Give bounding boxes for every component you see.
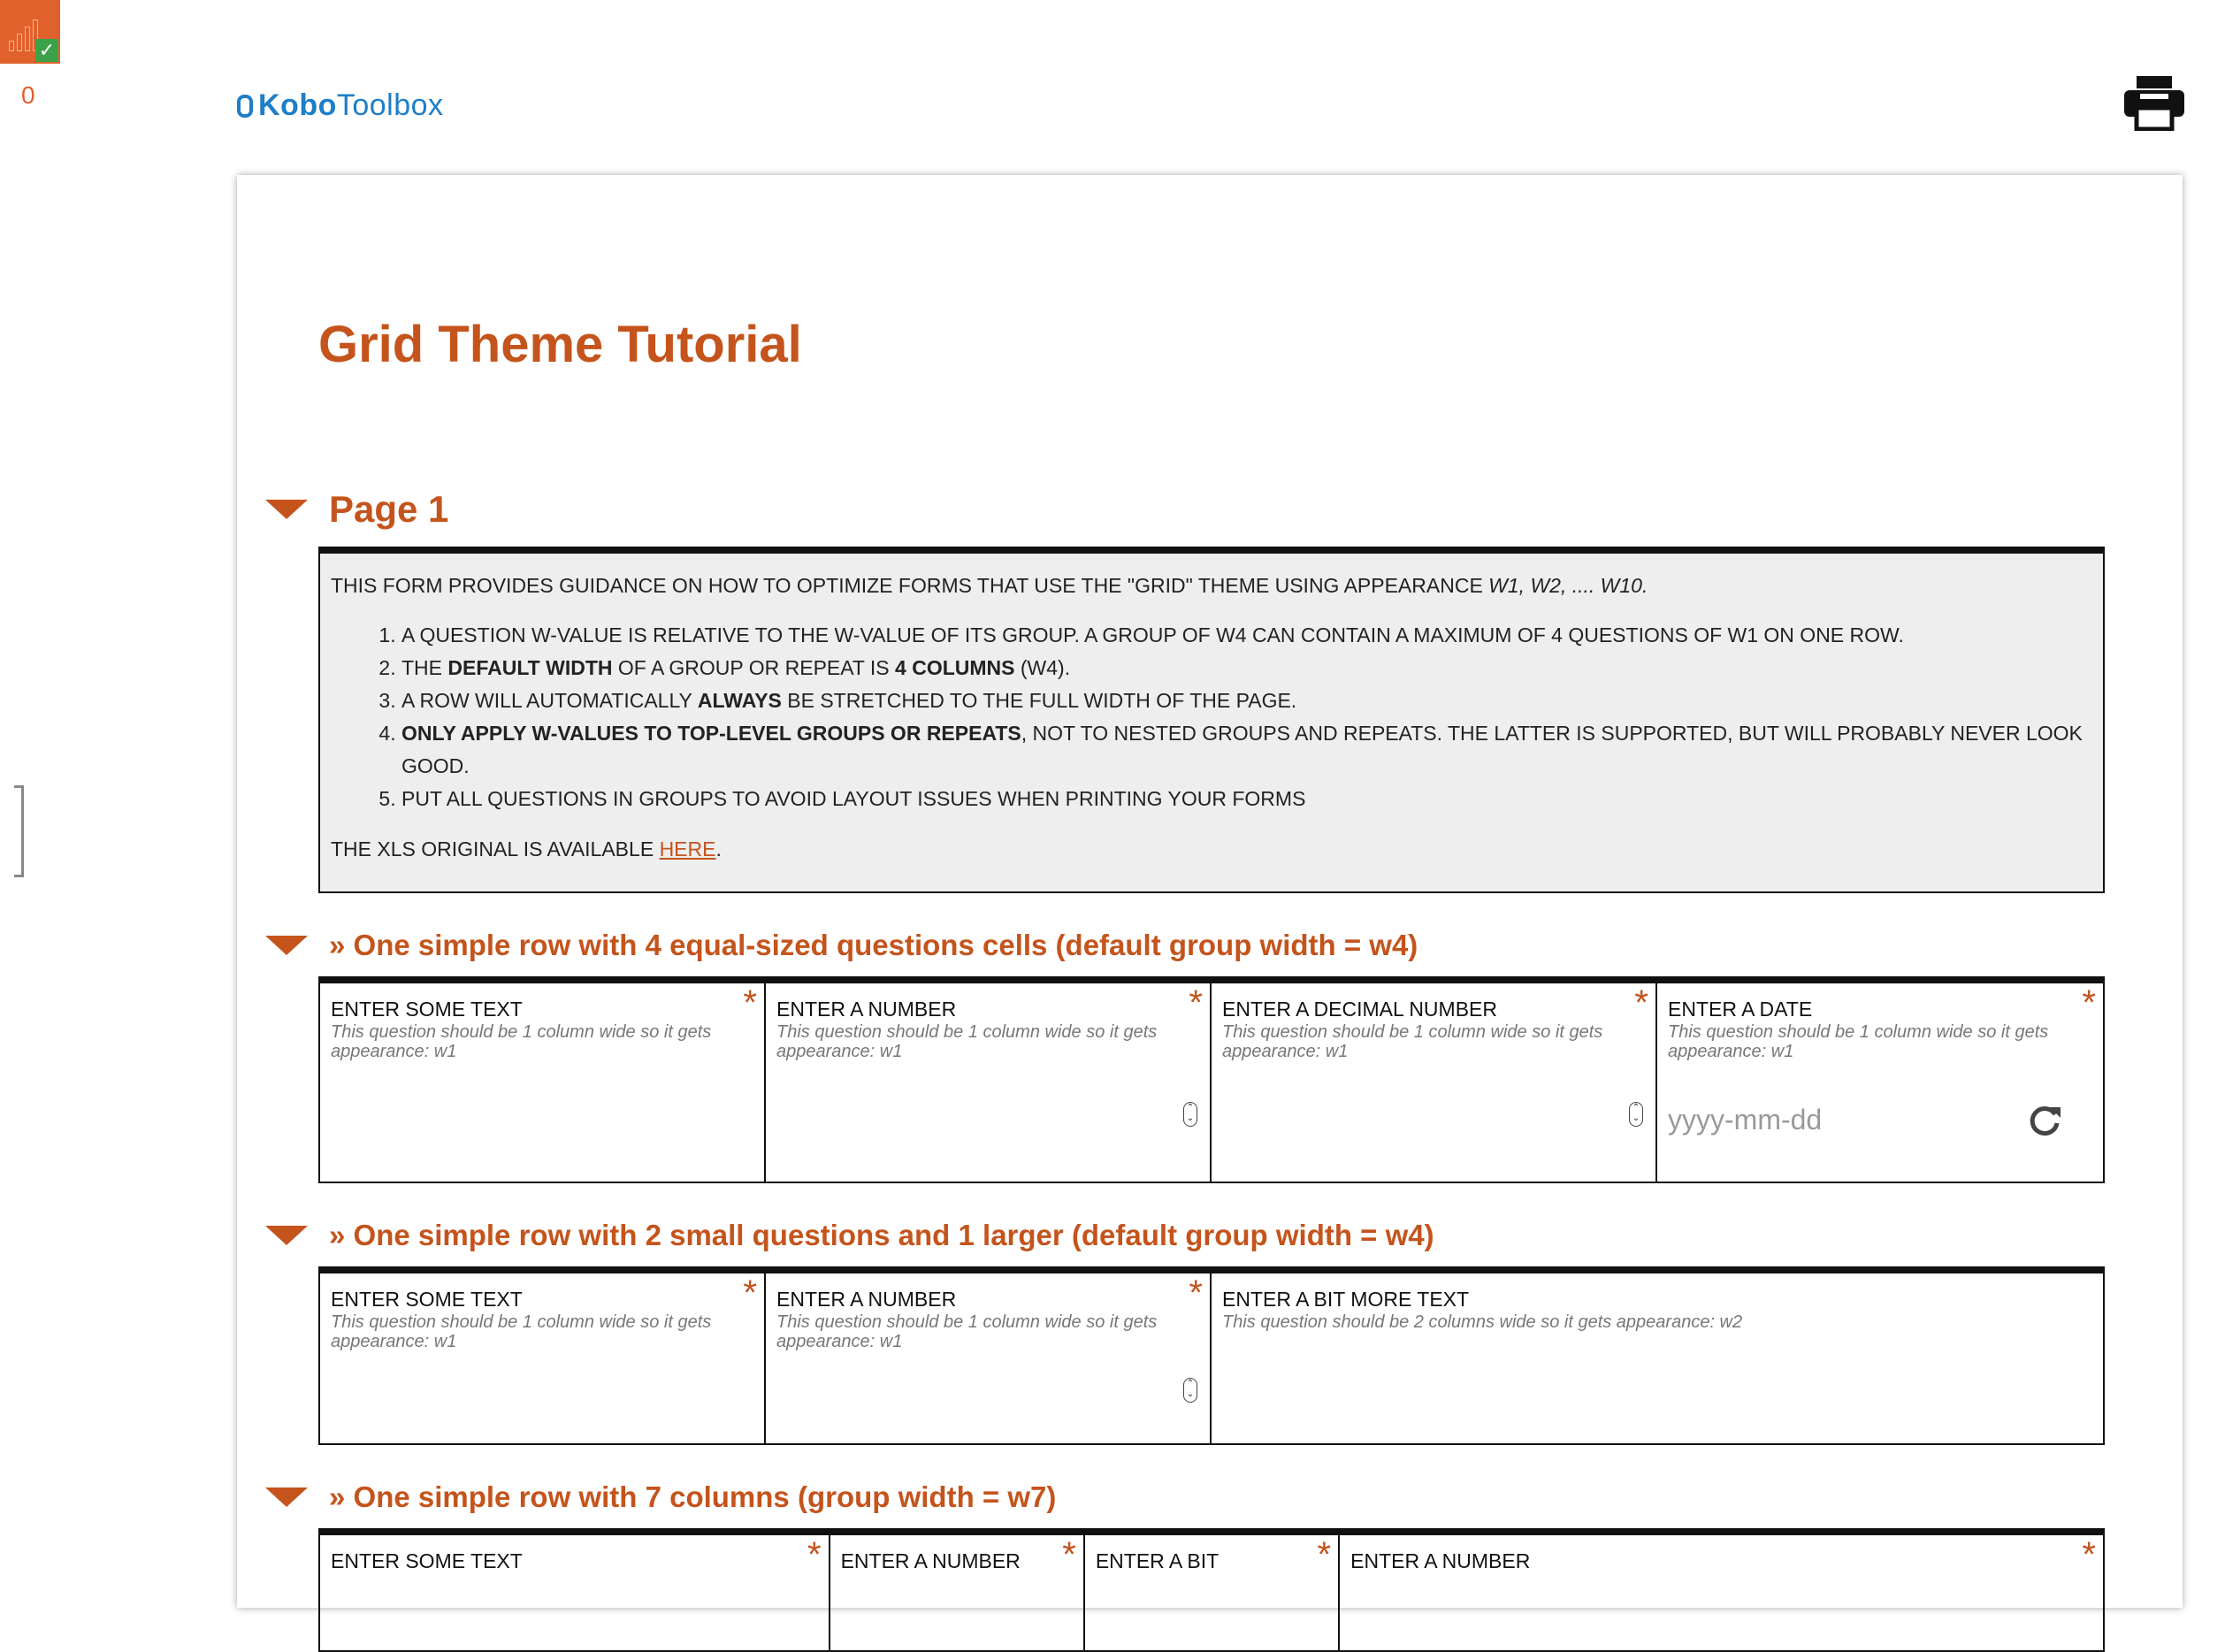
question-text-cell[interactable] [1085,1535,1340,1650]
number-stepper-icon[interactable]: ⌃ ⌄ [1629,1102,1643,1127]
question-date-cell[interactable] [1657,983,2103,1182]
question-label: ENTER A DATE [1668,998,1813,1021]
required-marker: * [1189,983,1203,1022]
question-label: ENTER SOME TEXT [331,1549,523,1572]
question-hint: This question should be 1 column wide so it gets appearance: w1 [331,1312,712,1351]
question-text-cell[interactable] [320,983,766,1182]
question-hint: This question should be 1 column wide so it gets appearance: w1 [776,1022,1158,1061]
print-icon[interactable] [2124,74,2184,131]
group-1-box [318,976,2105,1183]
required-marker: * [2082,1535,2096,1574]
group-3-header[interactable] [265,1480,1056,1514]
question-label: ENTER A NUMBER [776,1288,957,1311]
question-text-cell[interactable] [320,1535,830,1650]
form-title: Grid Theme Tutorial [318,316,802,373]
collapse-triangle-icon[interactable] [265,500,308,519]
required-marker: * [1189,1273,1203,1312]
required-marker: * [807,1535,822,1574]
guidance-list [331,619,2092,815]
logo-text-bold: Kobo [258,88,337,122]
list-item: 2. THE DEFAULT WIDTH OF A GROUP OR REPEAT IS 4 COLUMNS (W4). [401,652,2092,685]
question-label: ENTER SOME TEXT [331,998,523,1021]
question-hint: This question should be 1 column wide so it gets appearance: w1 [331,1022,712,1061]
question-number-cell[interactable] [1340,1535,2103,1650]
question-hint: This question should be 2 columns wide so it gets appearance: w2 [1222,1312,1743,1332]
required-marker: * [1317,1535,1332,1574]
number-stepper-icon[interactable]: ⌃ ⌄ [1183,1102,1197,1127]
question-label: ENTER A BIT MORE TEXT [1222,1288,1470,1311]
form-paper [237,175,2183,1608]
group-title: » One simple row with 2 small questions and 1 larger (default group width = w4) [329,1219,1434,1251]
question-label: ENTER A NUMBER [840,1549,1021,1572]
group-title: » One simple row with 7 columns (group width = w7) [329,1480,1057,1513]
kobo-logo-icon [237,95,253,118]
queue-counter: 0 [21,81,35,109]
question-label: ENTER A DECIMAL NUMBER [1222,998,1497,1021]
group-2-header[interactable] [265,1219,1434,1252]
refresh-icon[interactable] [2027,1102,2062,1137]
question-wide-text-cell[interactable] [1212,1273,2103,1443]
group-1-header[interactable] [265,929,1418,962]
group-2-box [318,1266,2105,1445]
question-hint: This question should be 1 column wide so it gets appearance: w1 [1222,1022,1603,1061]
page-title: Page 1 [329,488,449,530]
collapse-triangle-icon[interactable] [265,1226,308,1245]
required-marker: * [1062,1535,1076,1574]
question-number-cell[interactable] [830,1535,1085,1650]
intro-note [318,547,2105,893]
required-marker: * [2082,983,2096,1022]
required-marker: * [743,983,757,1022]
list-item: 3. A ROW WILL AUTOMATICALLY ALWAYS BE STRETCHED TO THE FULL WIDTH OF THE PAGE. [401,685,2092,717]
logo-text-light: Toolbox [336,88,444,122]
list-item: 1. A QUESTION W-VALUE IS RELATIVE TO THE W-VALUE OF ITS GROUP. A GROUP OF W4 CAN CONTAIN A MAXIMUM OF 4 QUESTIONS OF W1 ON ONE ROW. [401,619,2092,652]
question-label: ENTER A NUMBER [1350,1549,1531,1572]
app-status-icon[interactable] [0,0,60,64]
date-input[interactable]: yyyy-mm-dd [1668,1104,1823,1136]
question-hint: This question should be 1 column wide so it gets appearance: w1 [1668,1022,2049,1061]
group-3-box [318,1528,2105,1652]
question-label: ENTER A NUMBER [776,998,957,1021]
collapse-triangle-icon[interactable] [265,1488,308,1507]
xls-paragraph: THE XLS ORIGINAL IS AVAILABLE HERE. [331,837,722,860]
question-number-cell[interactable] [766,983,1212,1182]
list-item: 4. ONLY APPLY W-VALUES TO TOP-LEVEL GROUPS OR REPEATS, NOT TO NESTED GROUPS AND REPEATS. THE LATTER IS SUPPORTED, BUT WILL PROBABLY NEVER LOOK GOOD. [401,717,2092,783]
number-stepper-icon[interactable]: ⌃ ⌄ [1183,1378,1197,1403]
group-title: » One simple row with 4 equal-sized questions cells (default group width = w4) [329,929,1418,961]
question-decimal-cell[interactable] [1212,983,1657,1182]
required-marker: * [1634,983,1648,1022]
side-panel-handle[interactable] [14,785,24,877]
question-hint: This question should be 1 column wide so it gets appearance: w1 [776,1312,1158,1351]
kobotoolbox-logo[interactable] [237,88,444,123]
collapse-triangle-icon[interactable] [265,936,308,955]
checkmark-icon: ✓ [35,39,58,62]
question-label: ENTER A BIT [1095,1549,1220,1572]
question-number-cell[interactable] [766,1273,1212,1443]
required-marker: * [743,1273,757,1312]
page-1-header[interactable] [265,488,448,531]
xls-link[interactable]: HERE [659,837,716,860]
question-label: ENTER SOME TEXT [331,1288,523,1311]
question-text-cell[interactable] [320,1273,766,1443]
list-item: 5. PUT ALL QUESTIONS IN GROUPS TO AVOID LAYOUT ISSUES WHEN PRINTING YOUR FORMS [401,783,2092,815]
intro-paragraph: THIS FORM PROVIDES GUIDANCE ON HOW TO OPTIMIZE FORMS THAT USE THE "GRID" THEME USING APPEARANCE W1, W2, .... W10. [331,574,1648,597]
